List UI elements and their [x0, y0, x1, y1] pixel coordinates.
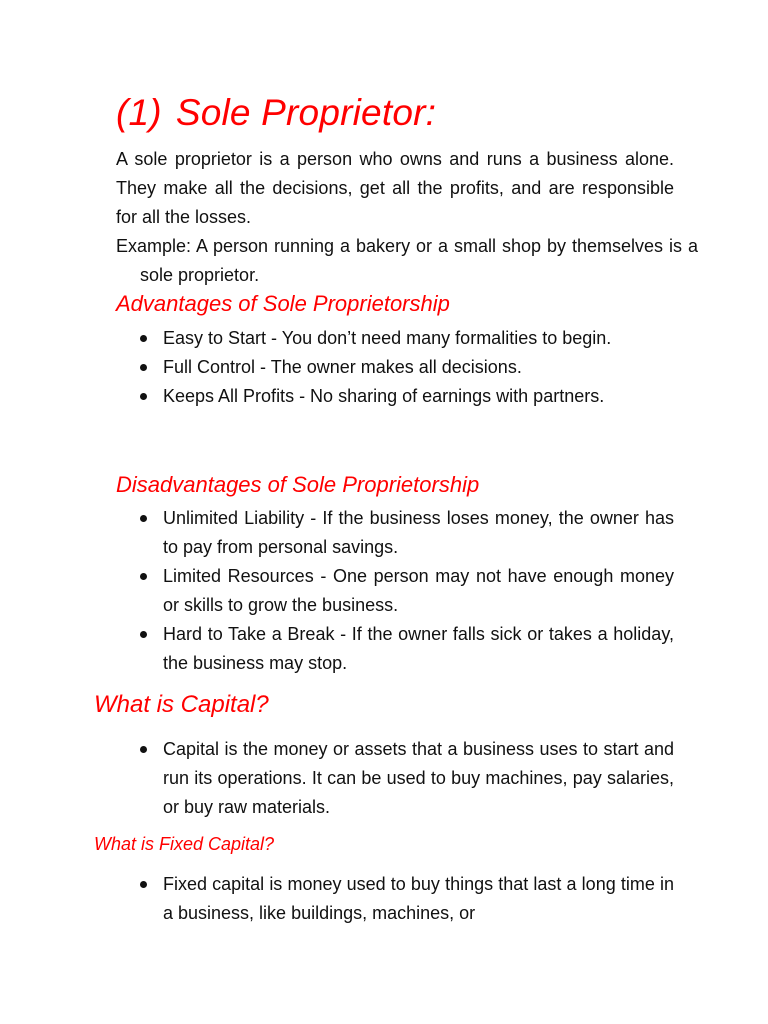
list-item [136, 735, 674, 822]
list-item-text: Keeps All Profits - No sharing of earnings with partners. [163, 386, 605, 406]
list-item [136, 324, 674, 353]
capital-heading: What is Capital? [94, 691, 269, 718]
bullet-icon [140, 746, 147, 753]
list-item-text: Unlimited Liability - If the business loses money, the owner has to pay from personal savings. [163, 508, 674, 557]
list-item-text: Limited Resources - One person may not have enough money or skills to grow the business. [163, 566, 674, 615]
fixed-capital-list [136, 870, 674, 928]
bullet-icon [140, 573, 147, 580]
list-item [136, 353, 674, 382]
list-item [136, 620, 674, 678]
list-item [136, 504, 674, 562]
bullet-icon [140, 515, 147, 522]
list-item-text: Hard to Take a Break - If the owner falls sick or takes a holiday, the business may stop. [163, 624, 674, 673]
section-title [116, 92, 436, 134]
list-item [136, 382, 674, 411]
section-number: (1) [116, 92, 162, 133]
bullet-icon [140, 631, 147, 638]
definition-paragraph: A sole proprietor is a person who owns and runs a business alone. They make all the decisions, get all the profits, and are responsible for all the losses. [116, 149, 674, 227]
list-item-text: Capital is the money or assets that a business uses to start and run its operations. It can be used to buy machines, pay salaries, or buy raw materials. [163, 739, 674, 817]
section-title-text: Sole Proprietor: [175, 92, 437, 133]
disadvantages-list [136, 504, 674, 678]
disadvantages-heading: Disadvantages of Sole Proprietorship [116, 472, 480, 497]
list-item [136, 562, 674, 620]
list-item-text: Fixed capital is money used to buy things that last a long time in a business, like buildings, machines, or [163, 874, 674, 923]
bullet-icon [140, 393, 147, 400]
advantages-heading: Advantages of Sole Proprietorship [116, 291, 450, 316]
list-item-text: Full Control - The owner makes all decisions. [163, 357, 522, 377]
advantages-list [136, 324, 674, 411]
fixed-capital-heading: What is Fixed Capital? [94, 834, 275, 854]
bullet-icon [140, 364, 147, 371]
bullet-icon [140, 335, 147, 342]
capital-list [136, 735, 674, 822]
example-paragraph: Example: A person running a bakery or a small shop by themselves is a sole proprietor. [116, 236, 698, 285]
list-item-text: Easy to Start - You don’t need many formalities to begin. [163, 328, 612, 348]
bullet-icon [140, 881, 147, 888]
list-item [136, 870, 674, 928]
